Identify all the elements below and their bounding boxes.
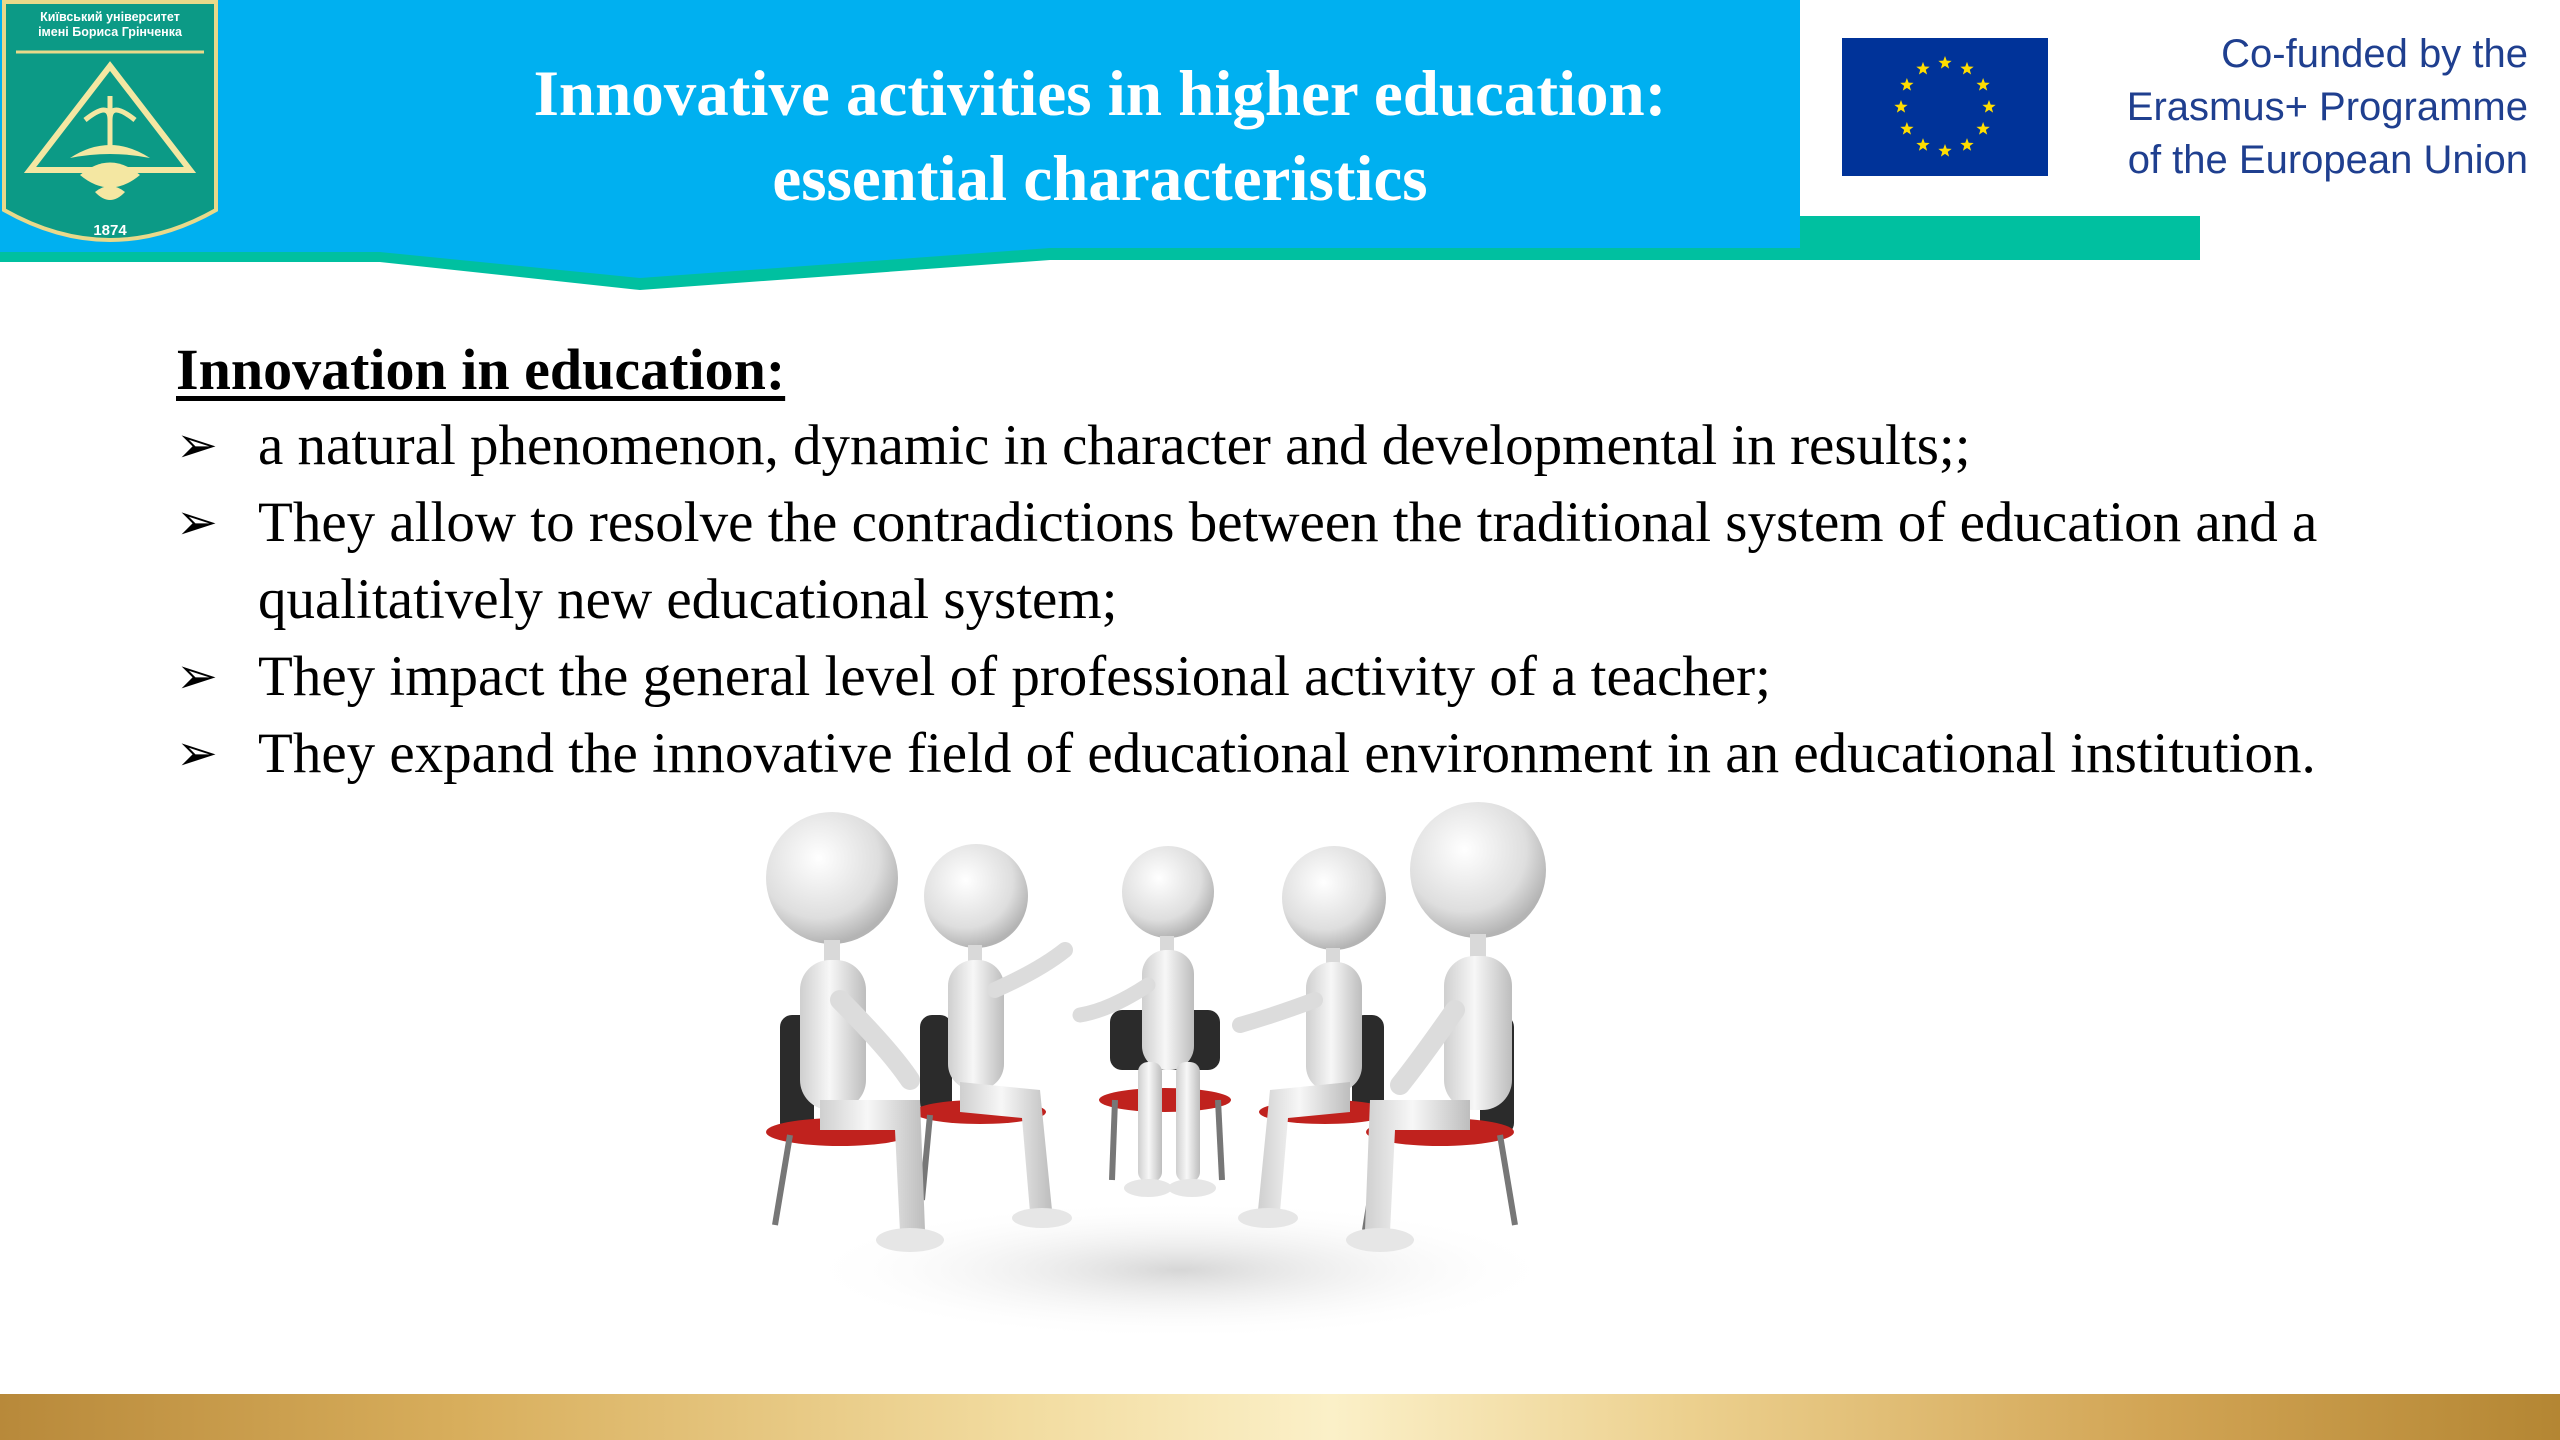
eu-cofunded-text [2070,28,2528,187]
section-heading: Innovation in education: [176,337,786,402]
footer-gold-band [0,1394,2560,1440]
arrow-bullet-icon: ➢ [176,494,218,550]
logo-text-line-2: імені Бориса Грінченка [38,25,182,39]
eu-flag-icon [1842,38,2048,176]
eu-text-line-2: Erasmus+ Programme [2126,85,2528,129]
discussion-group-illustration [740,800,1620,1360]
bullet-item [176,484,2476,638]
logo-text-line-1: Київський університет [40,10,180,24]
arrow-bullet-icon: ➢ [176,725,218,781]
logo-year: 1874 [93,222,127,239]
logo-caption [14,10,206,40]
arrow-bullet-icon: ➢ [176,417,218,473]
bullet-list [176,407,2476,792]
bullet-item [176,638,2476,715]
bullet-text: They impact the general level of professional activity of a teacher; [258,645,1772,708]
eu-text-line-3: of the European Union [2127,138,2528,182]
slide-title [300,52,1900,222]
bullet-text: They expand the innovative field of educational environment in an educational institution. [258,722,2316,785]
arrow-bullet-icon: ➢ [176,648,218,704]
bullet-item [176,407,2476,484]
bullet-text: They allow to resolve the contradictions between the traditional system of education and a qualitatively new educational system; [258,491,2318,631]
title-line-2: essential characteristics [772,143,1428,215]
bullet-text: a natural phenomenon, dynamic in character and developmental in results;; [258,414,1971,477]
title-line-1: Innovative activities in higher education: [533,58,1667,130]
bullet-item [176,715,2476,792]
eu-text-line-1: Co-funded by the [2221,32,2528,76]
